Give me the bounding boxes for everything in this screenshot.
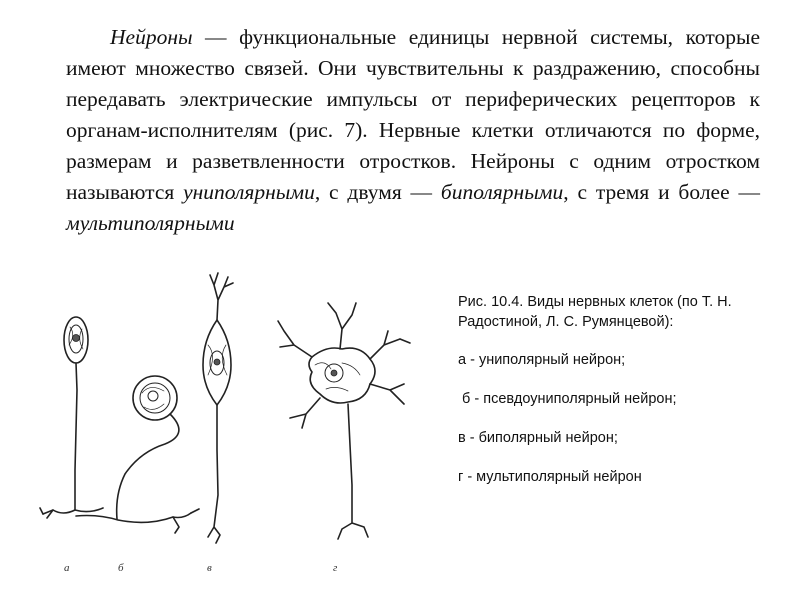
bipolar-neuron <box>203 273 233 543</box>
body-paragraph <box>66 22 760 239</box>
text-run-1: — функциональные единицы нервной системы, которые имеют множество связей. Они чувствительны к раздражению, способны передавать электрические импульсы от периферических рецепторов к органам-исполнителям (рис. 7). Нервные клетки отличаются по форме, размерам и разветвленности отростков. Нейроны с одним отростком называются <box>66 25 760 204</box>
caption-item-d: г - мультиполярный нейрон <box>458 469 642 485</box>
term-neurons: Нейроны <box>110 25 193 49</box>
term-bipolar: биполярными <box>440 180 564 204</box>
pseudounipolar-neuron <box>76 376 199 533</box>
figure-caption <box>458 292 758 506</box>
caption-item-b: б - псевдоуниполярный нейрон; <box>458 391 677 407</box>
caption-item-a: а - униполярный нейрон; <box>458 352 626 368</box>
text-run-3: , с тремя и более — <box>563 180 760 204</box>
figure-letter-g: г <box>333 562 338 574</box>
figure-letter-v: в <box>207 562 212 574</box>
unipolar-neuron <box>40 317 103 518</box>
term-unipolar: униполярными <box>183 180 315 204</box>
neuron-figure <box>30 265 450 590</box>
multipolar-neuron <box>278 303 410 539</box>
term-multipolar: мультиполярными <box>66 211 235 235</box>
neuron-illustration <box>30 265 450 590</box>
caption-item-c: в - биполярный нейрон; <box>458 430 618 446</box>
figure-letter-b: б <box>118 562 124 574</box>
figure-letter-a: а <box>64 562 70 574</box>
text-run-2: , с двумя — <box>314 180 441 204</box>
caption-title: Рис. 10.4. Виды нервных клеток (по Т. Н. Радостиной, Л. С. Румянцевой): <box>458 294 732 330</box>
